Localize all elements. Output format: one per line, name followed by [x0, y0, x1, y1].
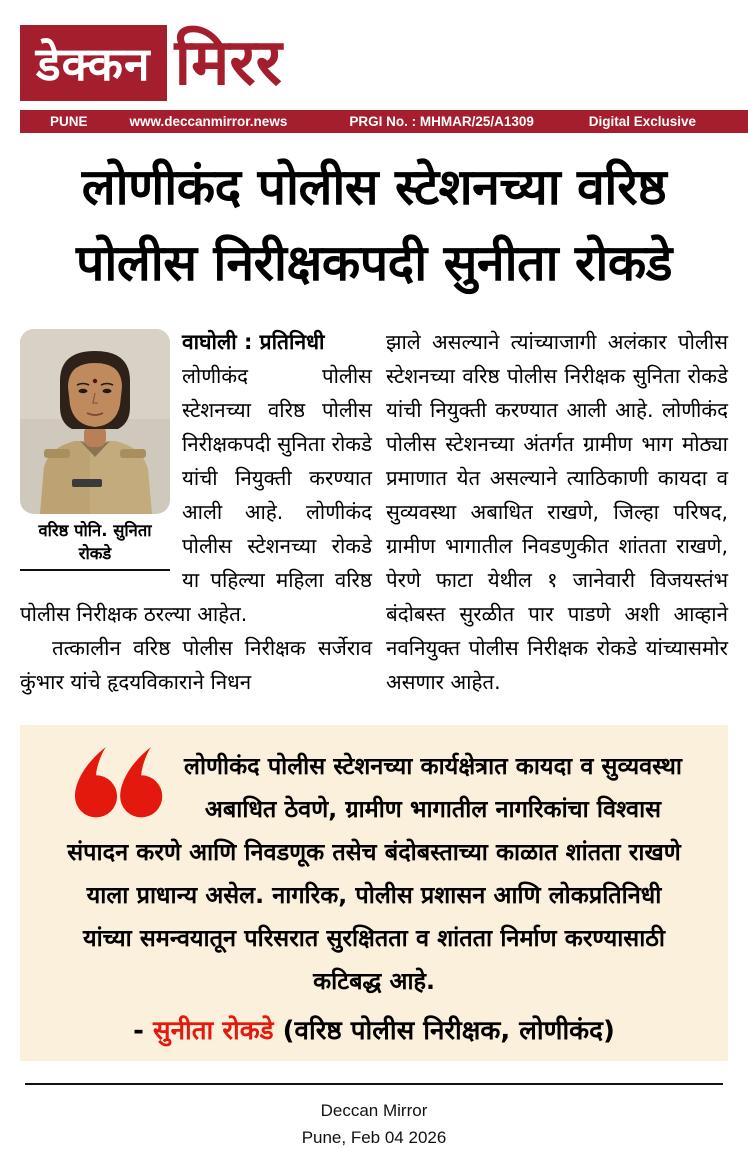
article-column-left	[20, 325, 372, 699]
column1-paragraph-1: लोणीकंद पोलीस स्टेशनच्या वरिष्ठ पोलीस निरीक्षकपदी सुनिता रोकडे यांची नियुक्ती करण्यात आली आहे. लोणीकंद पोलीस स्टेशनच्या रोकडे या पहिल्या महिला वरिष्ठ पोलीस निरीक्षक ठरल्या आहेत.	[20, 364, 372, 626]
photo-caption: वरिष्ठ पोनि. सुनिता रोकडे	[20, 514, 170, 571]
attribution-title: (वरिष्ठ पोलीस निरीक्षक, लोणीकंद)	[273, 1016, 615, 1046]
footer-dateline: Pune, Feb 04 2026	[301, 1128, 447, 1147]
masthead-prgi-number: PRGI No. : MHMAR/25/A1309	[349, 114, 534, 129]
logo-primary-box	[20, 25, 167, 101]
masthead-digital-exclusive-tag: Digital Exclusive	[588, 114, 696, 129]
pull-quote-box	[20, 725, 728, 1061]
masthead-info-bar	[20, 110, 748, 133]
attribution-name: सुनीता रोकडे	[153, 1016, 274, 1046]
quote-marks-icon	[68, 745, 160, 821]
masthead	[0, 0, 748, 133]
article-body	[20, 325, 728, 699]
logo	[20, 25, 748, 101]
dateline: वाघोली : प्रतिनिधी	[182, 330, 325, 354]
column2-paragraph: झाले असल्याने त्यांच्याजागी अलंकार पोलीस स्टेशनच्या वरिष्ठ पोलीस निरीक्षक सुनिता रोकडे यांची नियुक्ती करण्यात आली आहे. लोणीकंद पोलीस स्टेशनच्या अंतर्गत ग्रामीण भाग मोठ्या प्रमाणात येत असल्याने त्याठिकाणी कायदा व सुव्यवस्था अबाधित राखणे, जिल्हा परिषद, ग्रामीण भागातील निवडणुकीत शांतता राखणे, पेरणे फाटा येथील १ जानेवारी विजयस्तंभ बंदोबस्त सुरळीत पार पाडणे अशी आव्हाने नवनियुक्त पोलीस निरीक्षक रोकडे यांच्यासमोर असणार आहेत.	[386, 330, 728, 694]
headline-line-1: लोणीकंद पोलीस स्टेशनच्या वरिष्ठ	[81, 158, 667, 216]
masthead-city: PUNE	[50, 114, 88, 129]
footer-divider	[25, 1083, 723, 1085]
footer	[0, 1097, 748, 1151]
article-headline	[18, 149, 730, 301]
headline-line-2: पोलीस निरीक्षकपदी सुनीता रोकडे	[76, 234, 672, 292]
officer-photo-block	[20, 329, 170, 571]
quote-text: लोणीकंद पोलीस स्टेशनच्या कार्यक्षेत्रात कायदा व सुव्यवस्था अबाधित ठेवणे, ग्रामीण भागातील नागरिकांचा विश्वास संपादन करणे आणि निवडणूक तसेच बंदोबस्ताच्या काळात शांतता राखणे याला प्राधान्य असेल. नागरिक, पोलीस प्रशासन आणि लोकप्रतिनिधी यांच्या समन्वयातून परिसरात सुरक्षितता व शांतता निर्माण करण्यासाठी कटिबद्ध आहे.	[67, 752, 682, 995]
masthead-website: www.deccanmirror.news	[129, 114, 288, 129]
officer-photo	[20, 329, 170, 514]
column1-paragraph-2: तत्कालीन वरिष्ठ पोलीस निरीक्षक सर्जेराव कुंभार यांचे हृदयविकाराने निधन	[20, 636, 372, 694]
quote-attribution	[60, 1011, 688, 1047]
logo-primary-text: डेक्कन	[36, 39, 151, 90]
footer-publication: Deccan Mirror	[320, 1101, 428, 1120]
article-column-right	[386, 325, 728, 699]
attribution-prefix: -	[133, 1016, 153, 1046]
logo-secondary-text: मिरर	[174, 27, 282, 98]
